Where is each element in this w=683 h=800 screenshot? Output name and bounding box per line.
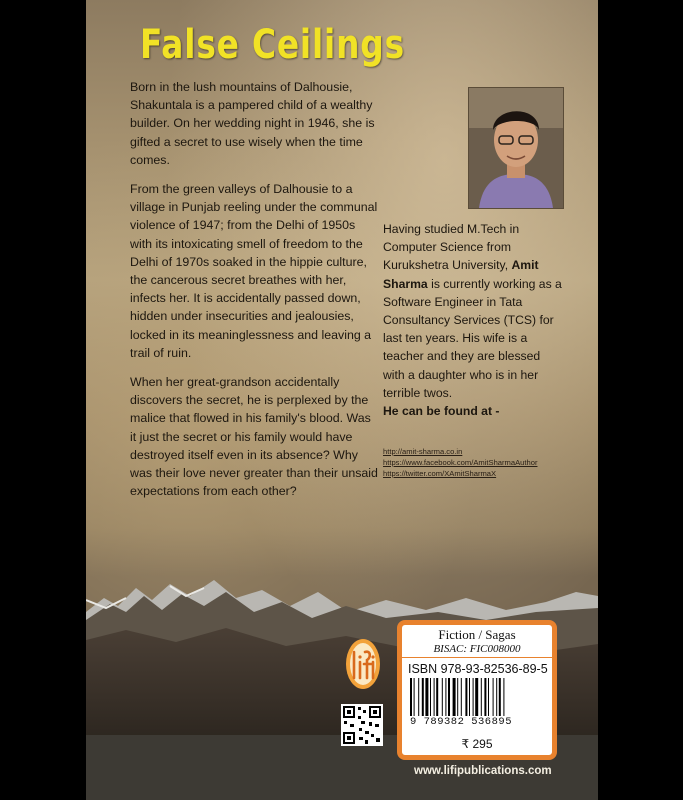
book-back-cover bbox=[86, 0, 598, 800]
book-blurb bbox=[130, 78, 378, 511]
author-photo bbox=[468, 87, 564, 209]
bisac-code: BISAC: FIC008000 bbox=[402, 643, 552, 658]
author-contact-heading: He can be found at - bbox=[383, 404, 500, 419]
author-links bbox=[383, 446, 583, 479]
publisher-logo-icon bbox=[345, 638, 381, 690]
qr-code-icon bbox=[341, 704, 383, 746]
author-facebook-link[interactable]: https://www.facebook.com/AmitSharmaAuthor bbox=[383, 458, 538, 467]
barcode-digits: 9 789382 536895 bbox=[410, 716, 513, 728]
price-barcode-label bbox=[397, 620, 557, 760]
author-name: Amit Sharma bbox=[383, 258, 539, 291]
author-bio bbox=[383, 220, 565, 420]
blurb-paragraph-3: When her great-grandson accidentally discovers the secret, he is perplexed by the malice that flowed in his family's blood. Was it just the secret or his family would have destroyed itself even in its absence? Why was their love never greater than their unsaid expectations from each other? bbox=[130, 375, 378, 499]
blurb-paragraph-2: From the green valleys of Dalhousie to a village in Punjab reeling under the communal violence of 1947; from the Delhi of 1950s with its intoxicating smell of freedom to the Delhi of 1970s soaked in the hippie culture, the cancerous secret breathes with her, infects her. It is accidentally passed down, hidden under insecurities and jealousies, locked in its meaninglessness and leaving a trail of ruin. bbox=[130, 182, 378, 360]
barcode-icon bbox=[408, 678, 546, 716]
genre-label: Fiction / Sagas bbox=[438, 627, 516, 642]
publisher-website: www.lifipublications.com bbox=[414, 765, 552, 777]
isbn-number: ISBN 978-93-82536-89-5 bbox=[408, 662, 548, 676]
author-bio-intro: Having studied M.Tech in Computer Science from Kurukshetra University, bbox=[383, 222, 520, 273]
author-website-link[interactable]: http://amit-sharma.co.in bbox=[383, 447, 463, 456]
book-title: False Ceilings bbox=[140, 22, 405, 68]
author-twitter-link[interactable]: https://twitter.com/XAmitSharmaX bbox=[383, 469, 497, 478]
blurb-paragraph-1: Born in the lush mountains of Dalhousie, Shakuntala is a pampered child of a wealthy builder. On her wedding night in 1946, she is gifted a secret to use wisely when the time comes. bbox=[130, 80, 375, 167]
book-price: ₹ 295 bbox=[461, 737, 493, 751]
author-bio-details: is currently working as a Software Engineer in Tata Consultancy Services (TCS) for last ten years. His wife is a teacher and they are blessed with a daughter who is in her terrible twos. bbox=[383, 276, 562, 400]
